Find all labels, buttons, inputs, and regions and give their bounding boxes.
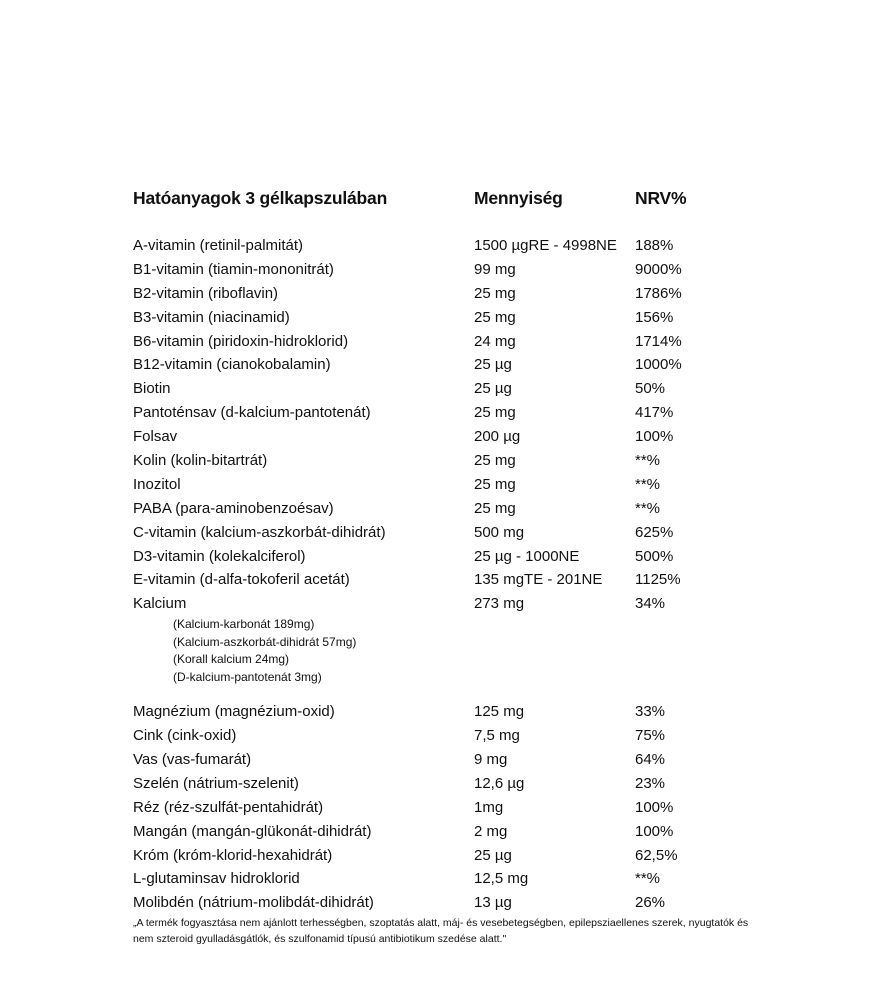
- table-row: [0, 473, 870, 497]
- ingredient-amount: 24 mg: [474, 332, 516, 350]
- table-row: [0, 844, 870, 868]
- table-row: [0, 353, 870, 377]
- table-row: [0, 724, 870, 748]
- ingredient-nrv: **%: [635, 452, 661, 470]
- calcium-source-item: (D-kalcium-pantotenát 3mg): [173, 669, 322, 684]
- table-row: [0, 772, 870, 796]
- ingredient-amount: 7,5 mg: [474, 727, 520, 745]
- ingredient-name: Biotin: [133, 380, 171, 398]
- ingredient-amount: 1500 µgRE - 4998NE: [474, 237, 617, 254]
- ingredient-nrv: 50%: [635, 380, 666, 398]
- table-row: [0, 234, 870, 258]
- ingredient-amount: 200 µg: [474, 428, 521, 446]
- ingredient-name: Mangán (mangán-glükonát-dihidrát): [133, 822, 372, 840]
- ingredient-name: Molibdén (nátrium-molibdát-dihidrát): [133, 894, 374, 912]
- calcium-source-item: (Kalcium-aszkorbát-dihidrát 57mg): [173, 634, 357, 649]
- calcium-sources: [0, 616, 870, 700]
- ingredient-name: L-glutaminsav hidroklorid: [133, 870, 300, 888]
- table-row: [0, 820, 870, 844]
- table-row: [0, 497, 870, 521]
- calcium-source-item: (Korall kalcium 24mg): [173, 652, 290, 667]
- ingredient-nrv: **%: [635, 475, 661, 493]
- ingredient-name: Króm (króm-klorid-hexahidrát): [133, 846, 333, 864]
- ingredient-nrv: 23%: [635, 774, 666, 792]
- ingredient-nrv: 1714%: [635, 332, 682, 350]
- ingredient-table-body: [0, 234, 870, 915]
- ingredient-nrv: **%: [635, 499, 661, 517]
- ingredient-nrv: 1786%: [635, 284, 682, 302]
- ingredient-name: D3-vitamin (kolekalciferol): [133, 547, 306, 565]
- ingredient-name: Pantoténsav (d-kalcium-pantotenát): [133, 404, 371, 422]
- ingredient-amount: 25 µg: [474, 380, 512, 398]
- ingredient-amount: 25 mg: [474, 404, 516, 422]
- table-row: [0, 700, 870, 724]
- ingredient-amount: 25 mg: [474, 452, 516, 470]
- ingredient-name: B2-vitamin (riboflavin): [133, 284, 279, 302]
- ingredient-nrv: 100%: [635, 822, 674, 840]
- table-row: [0, 891, 870, 915]
- ingredient-nrv: 417%: [635, 404, 674, 422]
- ingredient-name: Kalcium: [133, 595, 187, 613]
- ingredient-nrv: 1000%: [635, 356, 682, 374]
- table-row: [0, 377, 870, 401]
- table-row: [0, 592, 870, 616]
- ingredient-nrv: 156%: [635, 308, 674, 326]
- ingredient-nrv: 500%: [635, 547, 674, 565]
- ingredient-name: Vas (vas-fumarát): [133, 751, 252, 769]
- ingredient-name: Kolin (kolin-bitartrát): [133, 452, 268, 470]
- ingredient-nrv: 1125%: [635, 571, 681, 589]
- ingredient-amount: 12,6 µg: [474, 774, 525, 792]
- ingredient-amount: 12,5 mg: [474, 870, 529, 888]
- ingredient-nrv: 625%: [635, 523, 674, 541]
- ingredient-name: B1-vitamin (tiamin-mononitrát): [133, 260, 334, 278]
- table-row: [0, 330, 870, 354]
- ingredient-nrv: **%: [635, 870, 661, 888]
- ingredient-nrv: 34%: [635, 595, 666, 613]
- ingredient-nrv: 26%: [635, 894, 666, 912]
- ingredient-amount: 25 mg: [474, 284, 516, 302]
- warning-footnote: „A termék fogyasztása nem ajánlott terhességben, szoptatás alatt, máj- és vesebetegségben, epilepsziaellenes szerek, nyugtatók és nem szteroid gyulladásgátlók, és szulfonamid típusú antibiotikum szedése alatt.": [133, 917, 749, 945]
- ingredient-amount: 25 mg: [474, 308, 516, 326]
- calcium-source-item: (Kalcium-karbonát 189mg): [173, 617, 315, 632]
- ingredient-nrv: 75%: [635, 727, 666, 745]
- table-row: [0, 521, 870, 545]
- ingredient-name: C-vitamin (kalcium-aszkorbát-dihidrát): [133, 523, 386, 541]
- ingredient-nrv: 100%: [635, 798, 674, 816]
- table-header: [0, 188, 870, 214]
- ingredient-amount: 25 µg: [474, 356, 512, 374]
- header-amount: Mennyiség: [474, 188, 563, 208]
- ingredient-name: Inozitol: [133, 475, 181, 493]
- ingredient-name: Magnézium (magnézium-oxid): [133, 703, 335, 721]
- table-row: [0, 796, 870, 820]
- ingredient-name: Folsav: [133, 428, 178, 446]
- table-row: [0, 748, 870, 772]
- ingredient-name: E-vitamin (d-alfa-tokoferil acetát): [133, 571, 350, 589]
- ingredient-name: A-vitamin (retinil-palmitát): [133, 237, 304, 254]
- ingredient-amount: 99 mg: [474, 260, 516, 278]
- ingredient-nrv: 64%: [635, 751, 666, 769]
- ingredient-name: Szelén (nátrium-szelenit): [133, 774, 299, 792]
- table-row: [0, 401, 870, 425]
- ingredient-nrv: 33%: [635, 703, 666, 721]
- ingredient-nrv: 62,5%: [635, 846, 678, 864]
- ingredient-nrv: 9000%: [635, 260, 682, 278]
- table-row: [0, 425, 870, 449]
- table-row: [0, 545, 870, 569]
- table-row: [0, 258, 870, 282]
- ingredient-amount: 25 µg: [474, 846, 512, 864]
- ingredient-nrv: 100%: [635, 428, 674, 446]
- table-row: [0, 449, 870, 473]
- ingredient-amount: 125 mg: [474, 703, 525, 721]
- ingredient-name: B3-vitamin (niacinamid): [133, 308, 290, 326]
- ingredient-amount: 273 mg: [474, 595, 525, 613]
- ingredient-nrv: 188%: [635, 237, 674, 254]
- ingredient-amount: 135 mgTE - 201NE: [474, 571, 603, 589]
- table-row: [0, 306, 870, 330]
- header-ingredients: Hatóanyagok 3 gélkapszulában: [133, 188, 388, 208]
- ingredient-amount: 500 mg: [474, 523, 525, 541]
- table-row: [0, 568, 870, 592]
- header-nrv: NRV%: [635, 188, 687, 208]
- ingredient-amount: 9 mg: [474, 751, 508, 769]
- ingredient-amount: 25 mg: [474, 475, 516, 493]
- ingredient-name: B6-vitamin (piridoxin-hidroklorid): [133, 332, 349, 350]
- ingredient-amount: 2 mg: [474, 822, 508, 840]
- table-row: [0, 867, 870, 891]
- ingredient-name: Cink (cink-oxid): [133, 727, 237, 745]
- ingredient-name: B12-vitamin (cianokobalamin): [133, 356, 331, 374]
- ingredient-name: Réz (réz-szulfát-pentahidrát): [133, 798, 324, 816]
- ingredient-amount: 1mg: [474, 798, 504, 816]
- ingredient-amount: 25 µg - 1000NE: [474, 547, 580, 565]
- table-row: [0, 282, 870, 306]
- ingredient-amount: 13 µg: [474, 894, 512, 912]
- ingredient-name: PABA (para-aminobenzoésav): [133, 499, 334, 517]
- ingredient-amount: 25 mg: [474, 499, 516, 517]
